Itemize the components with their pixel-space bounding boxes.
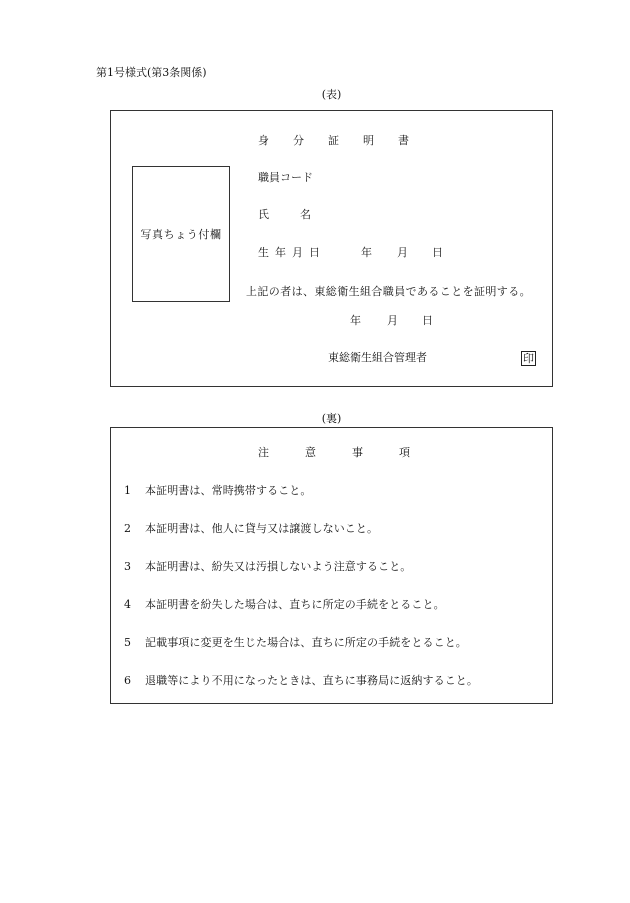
- issue-month-label: 月: [387, 314, 398, 327]
- photo-label: 写真ちょう付欄: [140, 228, 222, 241]
- photo-area: [132, 166, 230, 302]
- notes-list: [111, 484, 552, 712]
- list-item: [111, 598, 552, 636]
- item-text: 本証明書は、紛失又は汚損しないよう注意すること。: [145, 560, 412, 573]
- seal-mark: [521, 351, 536, 366]
- item-number: 2: [124, 522, 131, 535]
- birthdate-label: 生年月日: [258, 246, 326, 259]
- issuer-name: 東総衛生組合管理者: [328, 351, 427, 364]
- item-number: 6: [124, 674, 131, 687]
- staff-code-label: 職員コード: [258, 171, 313, 184]
- item-text: 記載事項に変更を生じた場合は、直ちに所定の手続をとること。: [145, 636, 467, 649]
- list-item: [111, 484, 552, 522]
- list-item: [111, 636, 552, 674]
- item-text: 本証明書は、他人に貸与又は譲渡しないこと。: [145, 522, 379, 535]
- certification-statement: 上記の者は、東総衛生組合職員であることを証明する。: [246, 285, 531, 298]
- item-text: 本証明書を紛失した場合は、直ちに所定の手続をとること。: [145, 598, 445, 611]
- list-item: [111, 560, 552, 598]
- issue-year-label: 年: [350, 314, 361, 327]
- notes-title: 注意事項: [258, 446, 446, 459]
- birthdate-month-label: 月: [397, 246, 408, 259]
- birthdate-year-label: 年: [361, 246, 372, 259]
- issue-day-label: 日: [422, 314, 433, 327]
- name-label: 氏名: [258, 208, 342, 221]
- list-item: [111, 674, 552, 712]
- id-card-back: [110, 427, 553, 704]
- item-text: 本証明書は、常時携帯すること。: [145, 484, 312, 497]
- card-title: 身分証明書: [258, 134, 433, 147]
- id-card-front: [110, 110, 553, 387]
- list-item: [111, 522, 552, 560]
- item-text: 退職等により不用になったときは、直ちに事務局に返納すること。: [145, 674, 478, 687]
- item-number: 1: [124, 484, 131, 497]
- item-number: 3: [124, 560, 131, 573]
- item-number: 4: [124, 598, 131, 611]
- birthdate-day-label: 日: [432, 246, 443, 259]
- back-side-label: (裏): [321, 412, 342, 425]
- seal-label: 印: [523, 352, 534, 365]
- front-side-label: (表): [321, 88, 342, 101]
- item-number: 5: [124, 636, 131, 649]
- form-number: 第1号様式(第3条関係): [96, 66, 207, 79]
